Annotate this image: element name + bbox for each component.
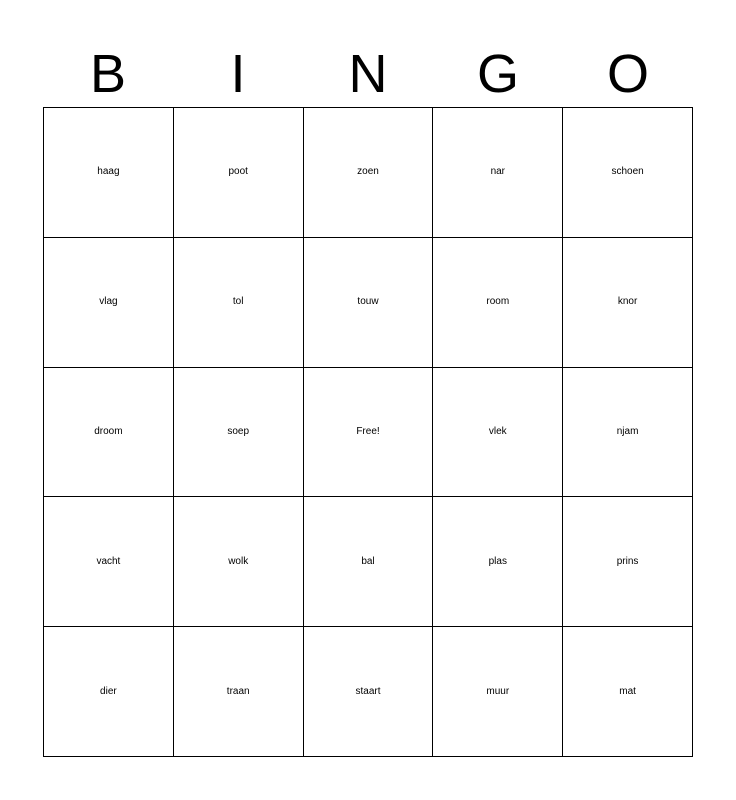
bingo-cell: knor [563, 238, 693, 368]
header-letter-n: N [348, 44, 388, 104]
bingo-grid [43, 107, 693, 757]
header-letter-b: B [89, 44, 127, 104]
bingo-cell: plas [433, 497, 563, 627]
bingo-cell: wolk [174, 497, 304, 627]
bingo-header [43, 42, 693, 106]
bingo-cell: haag [44, 108, 174, 238]
bingo-cell: njam [563, 368, 693, 498]
bingo-cell: dier [44, 627, 174, 757]
bingo-cell: staart [304, 627, 434, 757]
bingo-cell: mat [563, 627, 693, 757]
bingo-cell: bal [304, 497, 434, 627]
header-letter-g: G [476, 44, 519, 104]
bingo-cell: vlag [44, 238, 174, 368]
bingo-cell-free: Free! [304, 368, 434, 498]
bingo-cell: vacht [44, 497, 174, 627]
bingo-cell: traan [174, 627, 304, 757]
header-letter-i: I [230, 44, 246, 104]
bingo-cell: zoen [304, 108, 434, 238]
bingo-cell: schoen [563, 108, 693, 238]
bingo-cell: touw [304, 238, 434, 368]
bingo-cell: vlek [433, 368, 563, 498]
bingo-cell: poot [174, 108, 304, 238]
bingo-cell: soep [174, 368, 304, 498]
bingo-cell: droom [44, 368, 174, 498]
bingo-cell: nar [433, 108, 563, 238]
bingo-cell: tol [174, 238, 304, 368]
bingo-cell: muur [433, 627, 563, 757]
bingo-cell: prins [563, 497, 693, 627]
bingo-cell: room [433, 238, 563, 368]
header-letter-o: O [606, 44, 649, 104]
